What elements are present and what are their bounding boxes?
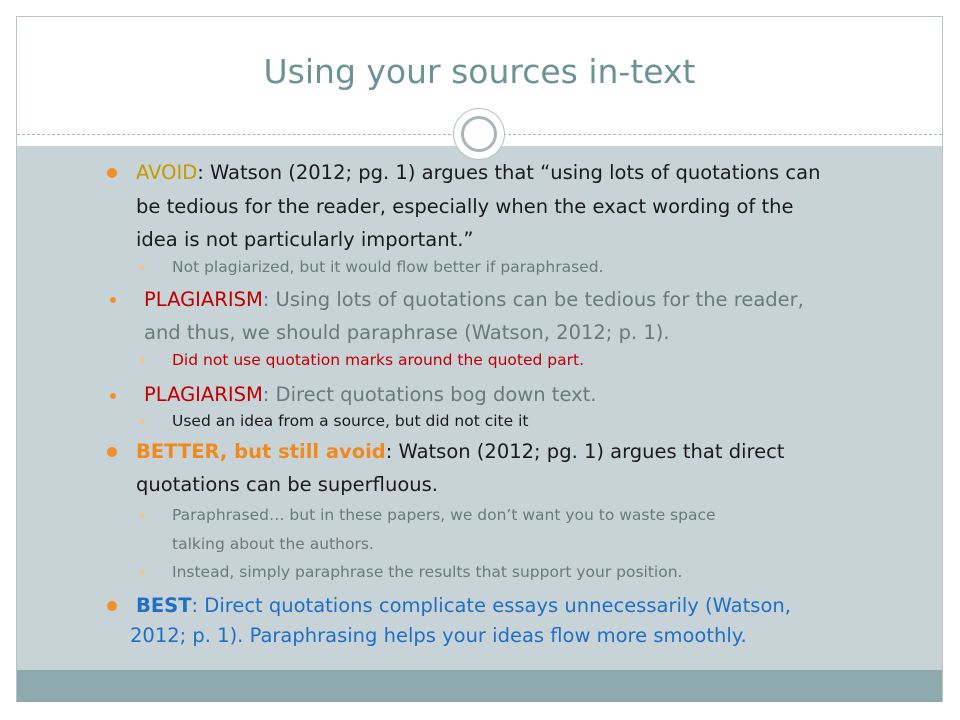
bullet-dot-icon bbox=[107, 601, 117, 611]
sub-bullet-text: Not plagiarized, but it would flow better if paraphrased. bbox=[172, 258, 604, 276]
sub-bullet-text: Did not use quotation marks around the quoted part. bbox=[172, 351, 584, 369]
sub-bullet-dot-icon bbox=[140, 570, 145, 575]
bullet-avoid-line-1: AVOID: Watson (2012; pg. 1) argues that “using lots of quotations can bbox=[136, 161, 821, 184]
best-label: BEST bbox=[136, 594, 192, 617]
sub-bullet-text: Instead, simply paraphrase the results that support your position. bbox=[172, 563, 683, 581]
bullet-plagiarism-2-line-1: PLAGIARISM: Direct quotations bog down text. bbox=[144, 383, 597, 406]
sub-bullet-text: Paraphrased… but in these papers, we don’t want you to waste space bbox=[172, 506, 716, 524]
slide-title: Using your sources in-text bbox=[263, 52, 696, 91]
sub-bullet-dot-icon bbox=[140, 419, 145, 424]
better-label: BETTER, but still avoid bbox=[136, 440, 386, 463]
sub-bullet-text: talking about the authors. bbox=[172, 535, 374, 553]
bullet-dot-icon bbox=[107, 168, 117, 178]
bullet-avoid-line-3: idea is not particularly important.” bbox=[136, 228, 474, 251]
bullet-better-line-2: quotations can be superfluous. bbox=[136, 473, 438, 496]
avoid-label: AVOID bbox=[136, 161, 198, 184]
plagiarism-label: PLAGIARISM bbox=[144, 383, 263, 406]
sub-bullet-dot-icon bbox=[140, 358, 145, 363]
sub-bullet-text: Used an idea from a source, but did not cite it bbox=[172, 412, 529, 430]
bullet-avoid-line-2: be tedious for the reader, especially when the exact wording of the bbox=[136, 195, 794, 218]
plagiarism-label: PLAGIARISM bbox=[144, 288, 263, 311]
bullet-dot-icon bbox=[110, 393, 116, 399]
bullet-best-line-2: 2012; p. 1). Paraphrasing helps your ideas flow more smoothly. bbox=[130, 624, 747, 647]
bullet-dot-icon bbox=[110, 297, 116, 303]
bullet-dot-icon bbox=[107, 447, 117, 457]
bullet-better-line-1: BETTER, but still avoid: Watson (2012; pg. 1) argues that direct bbox=[136, 440, 785, 463]
bullet-plagiarism-line-1: PLAGIARISM: Using lots of quotations can be tedious for the reader, bbox=[144, 288, 804, 311]
bullet-plagiarism-line-2: and thus, we should paraphrase (Watson, 2012; p. 1). bbox=[144, 321, 670, 344]
bullet-best-line-1: BEST: Direct quotations complicate essays unnecessarily (Watson, bbox=[136, 594, 791, 617]
sub-bullet-dot-icon bbox=[140, 513, 145, 518]
sub-bullet-dot-icon bbox=[140, 265, 145, 270]
